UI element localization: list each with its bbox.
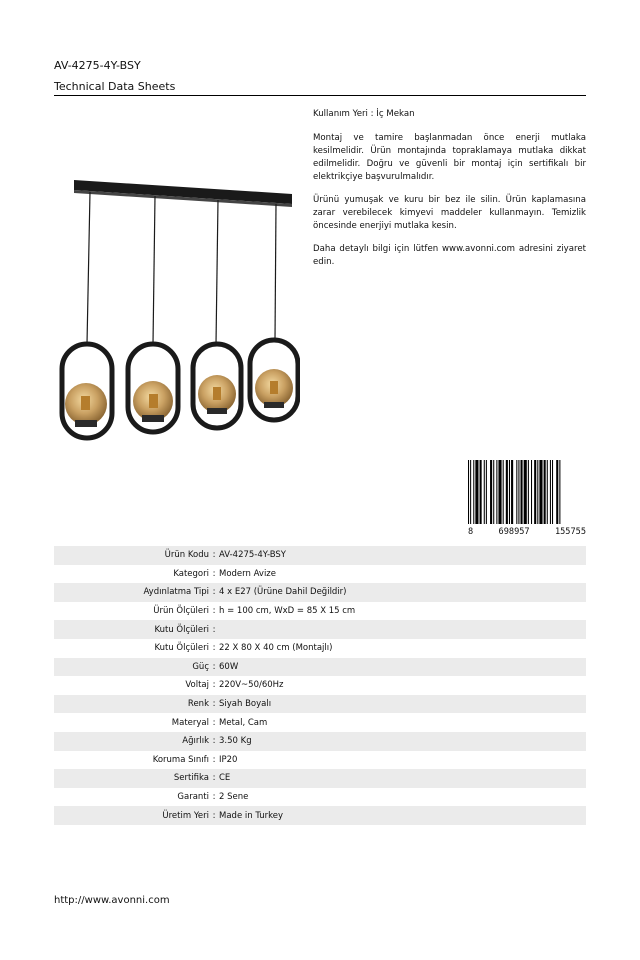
barcode-bar xyxy=(559,460,560,524)
spec-label: Sertifika xyxy=(173,773,209,784)
barcode-bar xyxy=(550,460,551,524)
barcode-bar xyxy=(496,460,497,524)
spec-label: Ürün Ölçüleri xyxy=(153,606,209,617)
barcode-bar xyxy=(544,460,546,524)
spec-separator: : xyxy=(212,792,216,803)
spec-row xyxy=(54,751,586,770)
spec-value: Made in Turkey xyxy=(219,810,283,821)
barcode-bar xyxy=(528,460,529,524)
spec-separator: : xyxy=(212,606,216,617)
pendant-4 xyxy=(250,204,298,420)
spec-value: 22 X 80 X 40 cm (Montajlı) xyxy=(219,643,333,654)
spec-label: Güç xyxy=(192,661,209,672)
barcode-bar xyxy=(493,460,494,524)
product-code-title: AV-4275-4Y-BSY xyxy=(54,59,141,72)
description-paragraph-3: Daha detaylı bilgi için lütfen www.avonni.com adresini ziyaret edin. xyxy=(313,244,586,267)
spec-row xyxy=(54,713,586,732)
ceiling-bar xyxy=(74,180,292,204)
barcode-bar xyxy=(521,460,523,524)
spec-value: 3.50 Kg xyxy=(219,736,252,747)
spec-row xyxy=(54,769,586,788)
barcode xyxy=(468,460,586,538)
description-block xyxy=(313,108,586,279)
product-image xyxy=(50,172,300,452)
spec-label: Renk xyxy=(187,699,209,710)
spec-value: Metal, Cam xyxy=(219,717,268,728)
spec-value: Siyah Boyalı xyxy=(219,699,272,710)
spec-label: Ürün Kodu xyxy=(164,550,209,561)
barcode-bar xyxy=(552,460,553,524)
spec-separator: : xyxy=(212,810,216,821)
spec-label: Kutu Ölçüleri xyxy=(154,643,209,654)
description-paragraph-2: Ürünü yumuşak ve kuru bir bez ile silin. Ürün kaplamasına zarar verebilecek kimyevi maddeler kullanmayın. Temizlik öncesinde enerjiyi mutlaka kesin. xyxy=(313,195,586,231)
spec-row xyxy=(54,788,586,807)
spec-row xyxy=(54,602,586,621)
spec-separator: : xyxy=(212,587,216,598)
pendant-2 xyxy=(128,196,178,432)
barcode-bar xyxy=(524,460,527,524)
barcode-digit-group-2: 698957 xyxy=(498,526,530,537)
barcode-bar xyxy=(531,460,532,524)
spec-separator: : xyxy=(212,568,216,579)
barcode-bar xyxy=(480,460,482,524)
spec-value: Modern Avize xyxy=(219,568,276,579)
spec-row xyxy=(54,546,586,565)
barcode-bar xyxy=(516,460,517,524)
spec-row xyxy=(54,806,586,825)
spec-label: Koruma Sınıfı xyxy=(152,754,209,765)
barcode-bar xyxy=(509,460,510,524)
barcode-bar xyxy=(470,460,471,524)
spec-label: Ağırlık xyxy=(182,736,209,747)
spec-label: Materyal xyxy=(171,717,209,728)
spec-row xyxy=(54,732,586,751)
barcode-bar xyxy=(486,460,487,524)
barcode-bar xyxy=(534,460,536,524)
spec-table xyxy=(54,546,586,825)
spec-separator: : xyxy=(212,624,216,635)
barcode-bar xyxy=(518,460,519,524)
barcode-bar xyxy=(475,460,478,524)
barcode-bar xyxy=(547,460,548,524)
barcode-bar xyxy=(511,460,513,524)
spec-label: Üretim Yeri xyxy=(162,810,209,821)
spec-row xyxy=(54,658,586,677)
spec-separator: : xyxy=(212,736,216,747)
spec-separator: : xyxy=(212,773,216,784)
barcode-bar xyxy=(503,460,504,524)
spec-row xyxy=(54,620,586,639)
barcode-bar xyxy=(498,460,501,524)
barcode-bars xyxy=(468,460,586,524)
barcode-digits xyxy=(468,525,586,538)
spec-row xyxy=(54,695,586,714)
spec-label: Garanti xyxy=(177,792,209,803)
spec-separator: : xyxy=(212,643,216,654)
pendant-1 xyxy=(62,192,112,438)
spec-value: AV-4275-4Y-BSY xyxy=(219,550,286,561)
barcode-bar xyxy=(473,460,474,524)
barcode-bar xyxy=(539,460,542,524)
spec-value: 60W xyxy=(219,661,239,672)
spec-value: IP20 xyxy=(219,754,238,765)
spec-separator: : xyxy=(212,550,216,561)
spec-separator: : xyxy=(212,699,216,710)
document-subtitle: Technical Data Sheets xyxy=(54,80,176,93)
spec-separator: : xyxy=(212,717,216,728)
spec-label: Kutu Ölçüleri xyxy=(154,624,209,635)
header-divider xyxy=(54,95,586,96)
spec-row xyxy=(54,676,586,695)
footer-url[interactable]: http://www.avonni.com xyxy=(54,895,170,906)
spec-label: Kategori xyxy=(173,568,209,579)
spec-separator: : xyxy=(212,661,216,672)
spec-separator: : xyxy=(212,754,216,765)
spec-label: Aydınlatma Tipi xyxy=(143,587,209,598)
spec-value: 220V~50/60Hz xyxy=(219,680,284,691)
barcode-digit-group-1: 8 xyxy=(468,526,474,537)
barcode-bar xyxy=(506,460,508,524)
spec-row xyxy=(54,583,586,602)
barcode-bar xyxy=(484,460,485,524)
spec-label: Voltaj xyxy=(185,680,209,691)
spec-row xyxy=(54,639,586,658)
barcode-bar xyxy=(490,460,492,524)
description-paragraph-1: Montaj ve tamire başlanmadan önce enerji mutlaka kesilmelidir. Ürün montajında topraklamaya mutlaka dikkat edilmelidir. Doğru ve güvenli bir montaj için sertifikalı bir elektrikçiye başvurulmalıdır. xyxy=(313,133,586,182)
usage-line: Kullanım Yeri : İç Mekan xyxy=(313,109,415,119)
barcode-bar xyxy=(556,460,558,524)
spec-value: CE xyxy=(219,773,231,784)
spec-separator: : xyxy=(212,680,216,691)
spec-value: 4 x E27 (Ürüne Dahil Değildir) xyxy=(219,587,347,598)
barcode-bar xyxy=(537,460,538,524)
spec-row xyxy=(54,565,586,584)
spec-value: h = 100 cm, WxD = 85 X 15 cm xyxy=(219,606,356,617)
spec-value: 2 Sene xyxy=(219,792,249,803)
barcode-bar xyxy=(468,460,469,524)
barcode-digit-group-3: 155755 xyxy=(554,526,586,537)
pendant-3 xyxy=(193,200,241,428)
